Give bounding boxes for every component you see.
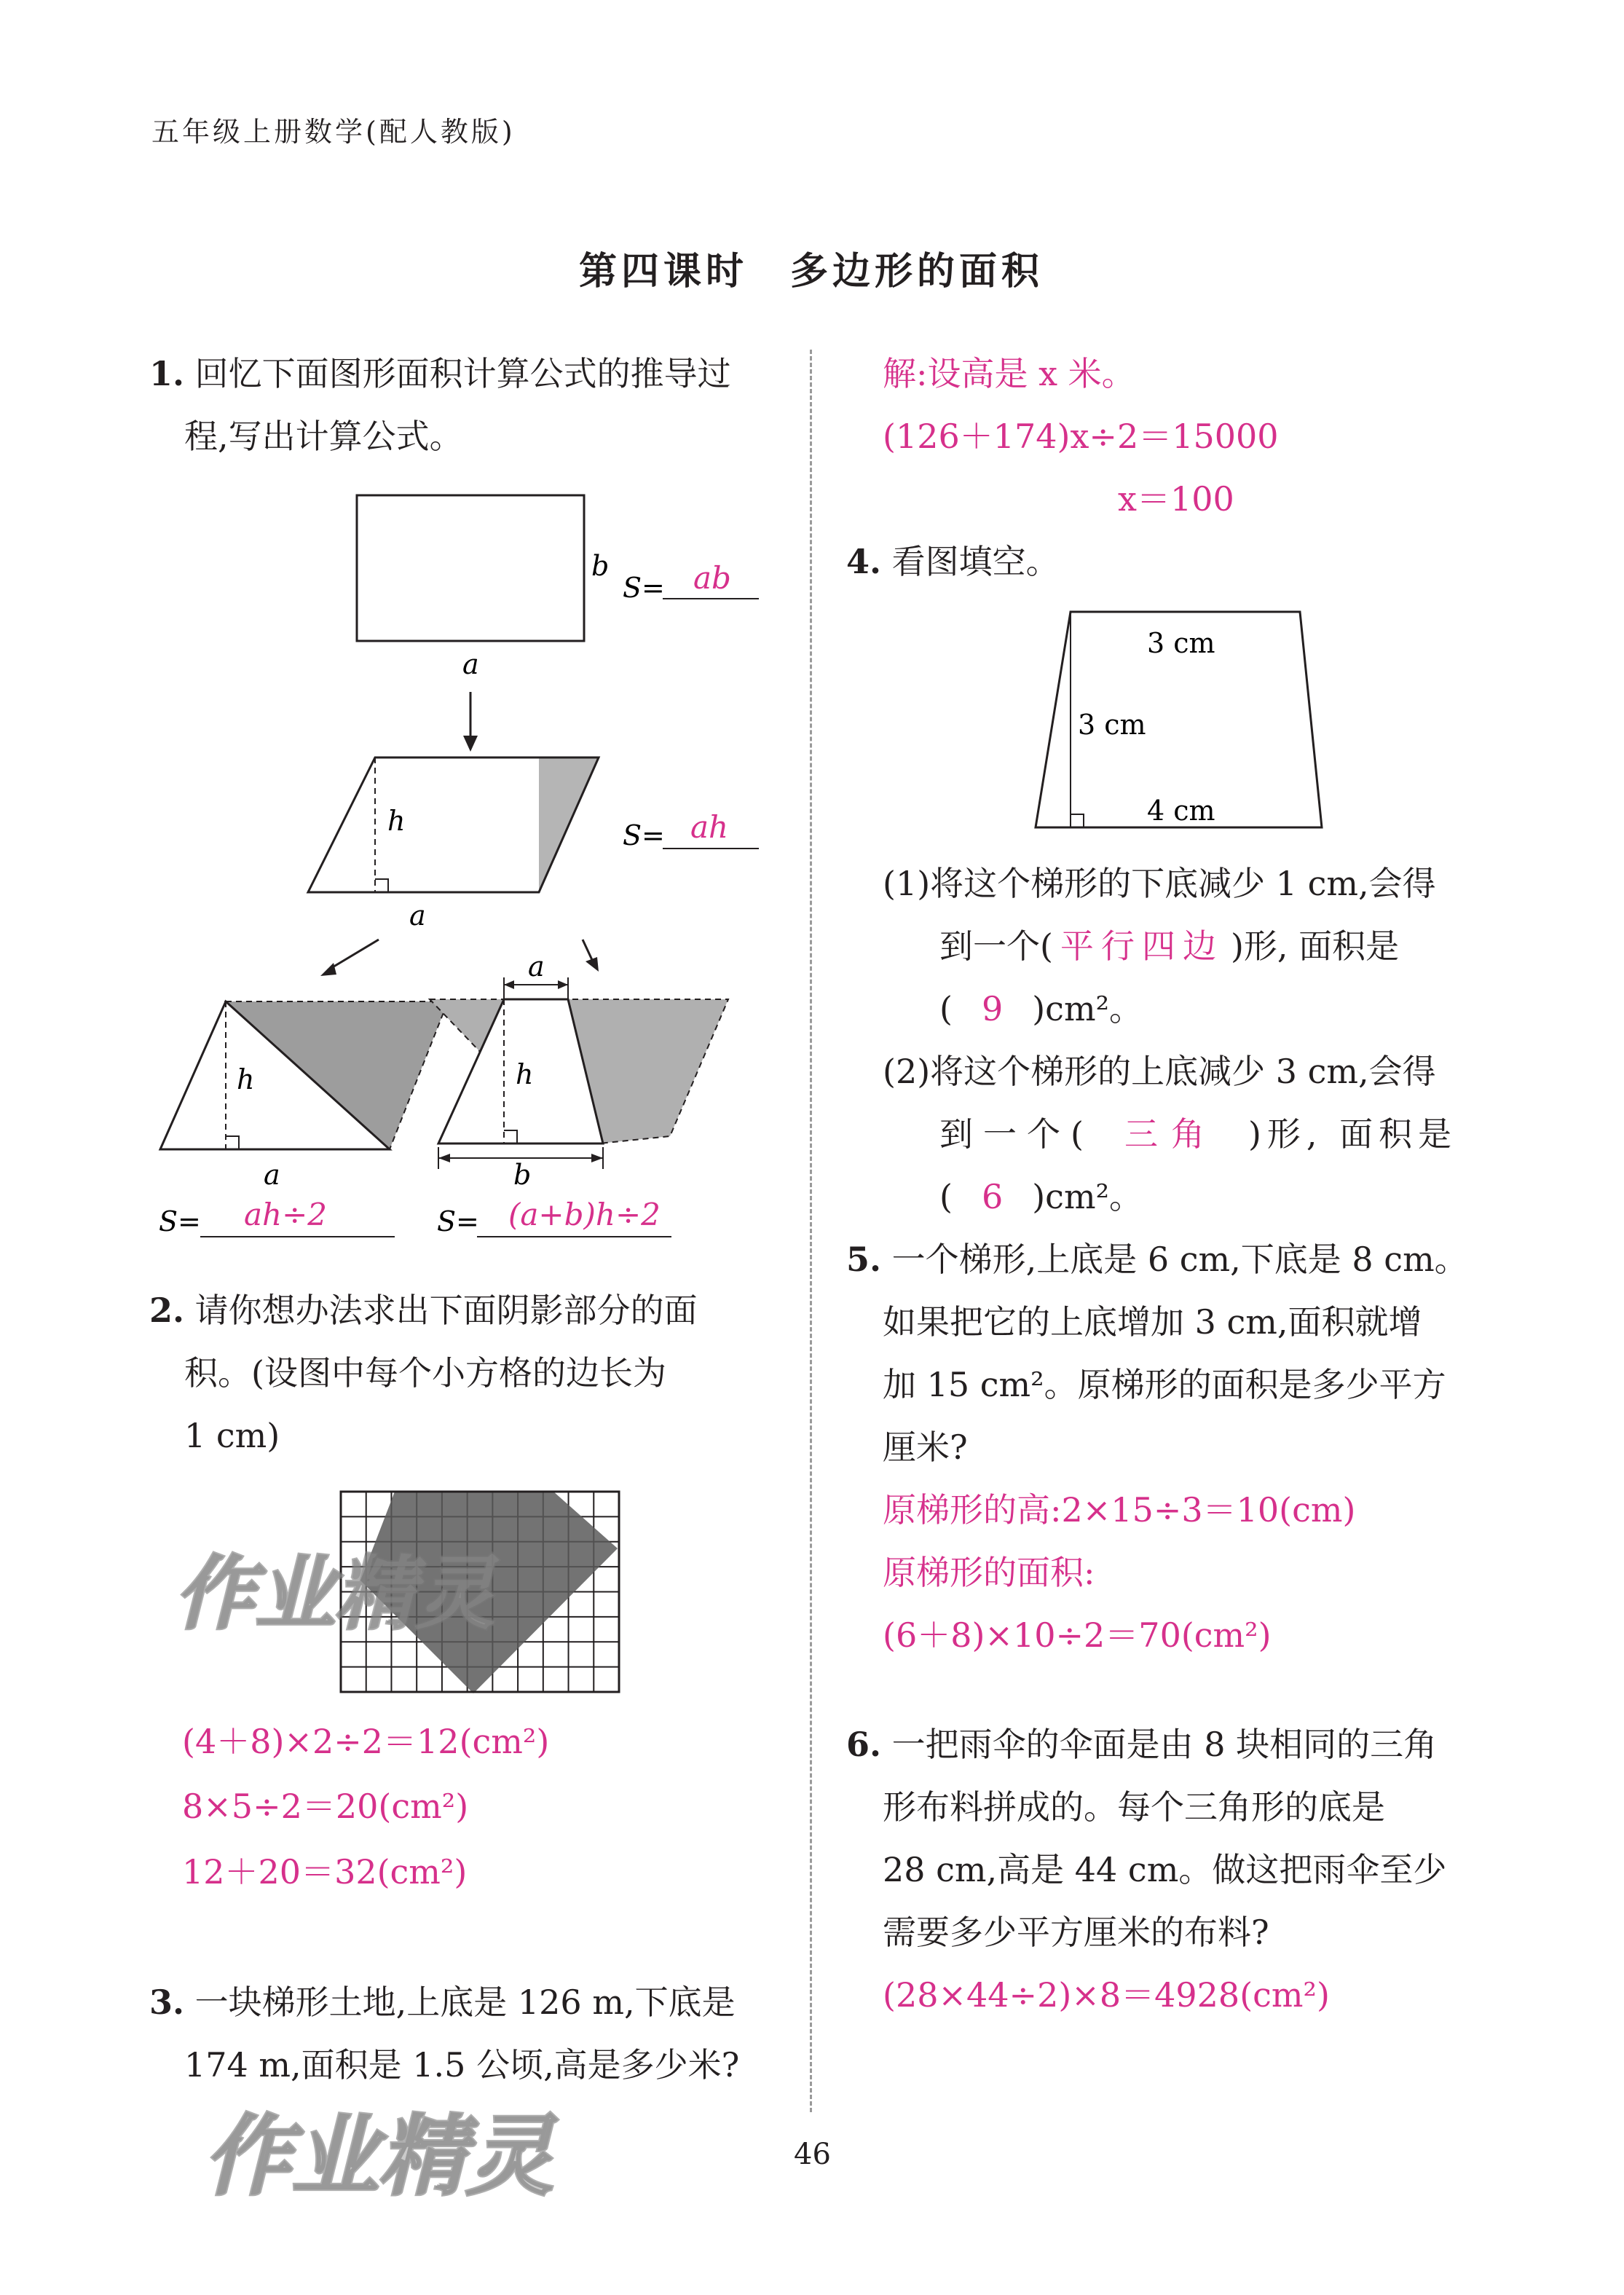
q4-number: 4. [846, 542, 882, 581]
q2-line1: 2. 请你想办法求出下面阴影部分的面 [149, 1291, 698, 1330]
trap-h-label: h [516, 1058, 534, 1090]
q5-answer-3: (6＋8)×10÷2＝70(cm²) [883, 1615, 1272, 1655]
q2-answer-3: 12＋20＝32(cm²) [182, 1852, 468, 1891]
q1-line1: 1. 回忆下面图形面积计算公式的推导过 [149, 354, 731, 393]
q4-p2-answer: 三角 [1124, 1114, 1218, 1154]
para-s-label: S= [623, 819, 665, 851]
tri-formula-answer: ah÷2 [244, 1197, 328, 1232]
lesson-title: 第四课时 多边形的面积 [579, 250, 1044, 294]
tri-s-label: S= [159, 1205, 201, 1237]
q2-line3: 1 cm) [184, 1416, 280, 1455]
q6-line1: 6. 一把雨伞的伞面是由 8 块相同的三角 [846, 1725, 1438, 1764]
watermark-stamp-bottom: 作业精灵 [204, 2106, 553, 2208]
q6-number: 6. [846, 1725, 882, 1764]
q6-answer: (28×44÷2)×8＝4928(cm²) [883, 1975, 1330, 2015]
q1-figure [146, 481, 787, 1267]
column-divider [810, 350, 812, 2112]
watermark-stamp: 作业精灵 [175, 1547, 495, 1640]
q5-line3: 加 15 cm²。原梯形的面积是多少平方 [883, 1365, 1446, 1404]
q3-answer-3: x＝100 [1118, 479, 1234, 519]
q4-height-label: 3 cm [1078, 709, 1146, 741]
para-a-label: a [409, 900, 426, 932]
q4-p1-line1: (1)将这个梯形的下底减少 1 cm,会得 [883, 864, 1436, 903]
q4-p2-line3: ( 6 )cm²。 [939, 1177, 1143, 1216]
rect-s-label: S= [623, 572, 665, 604]
q3-line2: 174 m,面积是 1.5 公顷,高是多少米? [184, 2045, 740, 2085]
q6-line3: 28 cm,高是 44 cm。做这把雨伞至少 [883, 1850, 1447, 1889]
book-header: 五年级上册数学(配人教版) [151, 116, 516, 148]
q2-answer-1: (4＋8)×2÷2＝12(cm²) [182, 1722, 550, 1761]
q5-line2: 如果把它的上底增加 3 cm,面积就增 [883, 1302, 1422, 1342]
rectangle-shape [357, 495, 584, 641]
q4-p1-answer: 平行四边 [1060, 926, 1223, 966]
q2-answer-2: 8×5÷2＝20(cm²) [182, 1787, 469, 1826]
q5-number: 5. [846, 1240, 882, 1279]
trap-b-label: b [513, 1159, 532, 1191]
rect-formula-answer: ab [693, 560, 731, 596]
q4-p2-line1: (2)将这个梯形的上底减少 3 cm,会得 [883, 1052, 1436, 1091]
q1-number: 1. [149, 354, 185, 393]
q5-line4: 厘米? [883, 1428, 968, 1467]
rect-b-label: b [591, 550, 610, 582]
q4-p1-line2: 到一个( 平行四边 )形, 面积是 [939, 926, 1400, 966]
tri-a-label: a [264, 1159, 280, 1191]
q6-line2: 形布料拼成的。每个三角形的底是 [883, 1787, 1385, 1827]
q3-number: 3. [149, 1983, 185, 2022]
page-number: 46 [794, 2138, 831, 2171]
q4-p2-area-answer: 6 [981, 1177, 1004, 1216]
q4-p1-line3: ( 9 )cm²。 [939, 989, 1143, 1028]
q5-line1: 5. 一个梯形,上底是 6 cm,下底是 8 cm。 [846, 1240, 1468, 1279]
q1-line2: 程,写出计算公式。 [184, 417, 463, 456]
trap-s-label: S= [437, 1205, 479, 1237]
trap-formula-answer: (a+b)h÷2 [508, 1197, 661, 1232]
q2-line2: 积。(设图中每个小方格的边长为 [184, 1353, 666, 1393]
rect-a-label: a [462, 648, 479, 680]
triangle-copy-shaded [226, 1001, 448, 1149]
q4-top-label: 3 cm [1147, 627, 1215, 659]
tri-h-label: h [237, 1063, 255, 1095]
q4-bottom-label: 4 cm [1147, 795, 1215, 827]
trap-a-label: a [528, 950, 545, 983]
q4-p2-line2: 到一个( 三角 )形, 面积是 [939, 1114, 1458, 1154]
q3-answer-1: 解:设高是 x 米。 [883, 354, 1135, 393]
q3-answer-2: (126＋174)x÷2＝15000 [883, 417, 1279, 456]
para-h-label: h [387, 805, 406, 837]
q4-trapezoid-figure [1020, 603, 1347, 843]
q2-number: 2. [149, 1291, 185, 1330]
q4-line1: 4. 看图填空。 [846, 542, 1060, 581]
para-formula-answer: ah [690, 809, 729, 845]
q6-line4: 需要多少平方厘米的布料? [883, 1913, 1269, 1952]
q4-p1-area-answer: 9 [981, 989, 1004, 1028]
q3-line1: 3. 一块梯形土地,上底是 126 m,下底是 [149, 1983, 736, 2022]
q5-answer-2: 原梯形的面积: [883, 1553, 1095, 1592]
q5-answer-1: 原梯形的高:2×15÷3＝10(cm) [883, 1490, 1356, 1530]
